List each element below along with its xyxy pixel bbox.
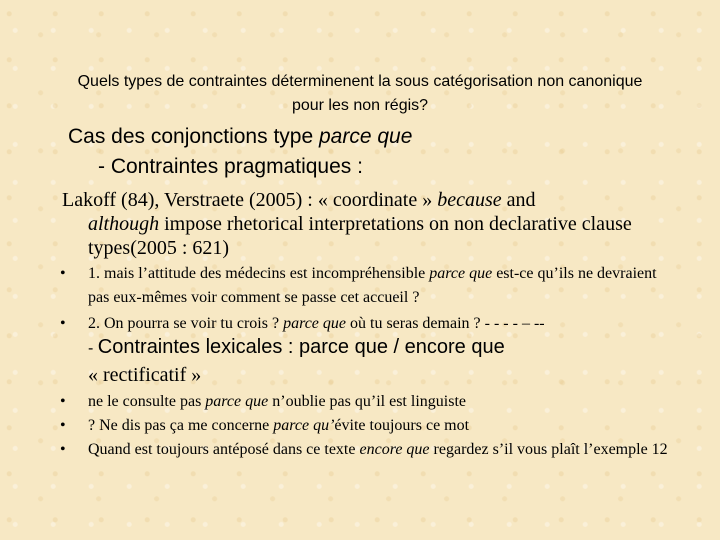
item-text: 1. mais l’attitude des médecins est incompréhensible [88, 265, 430, 282]
lakoff-emph-because: because [437, 189, 502, 211]
item-text: n’oublie pas qu’il est linguiste [268, 393, 466, 410]
bullet-icon: • [60, 417, 66, 434]
lakoff-text-2: and [501, 189, 536, 211]
item-text: regardez s’il vous plaît l’exemple 12 [429, 441, 668, 458]
lakoff-paragraph [62, 188, 652, 260]
item-emphasis: encore que [359, 441, 430, 458]
item-emphasis: parce que [283, 315, 346, 332]
lakoff-text-3: impose rhetorical interpretations on non declarative clause types(2005 : 621) [88, 213, 632, 259]
list-item [60, 262, 680, 310]
subheading-lexical [88, 334, 648, 389]
item-text: est-ce qu’ils ne devraient pas eux-mêmes voir comment se passe cet accueil ? [88, 265, 657, 306]
list-item [60, 438, 680, 462]
section-heading-emphasis: parce que [318, 125, 413, 148]
item-emphasis: parce que [205, 393, 269, 410]
example-list-pragmatic [60, 262, 680, 338]
subheading-dash: - [88, 340, 98, 357]
bullet-icon: • [60, 315, 66, 332]
item-text: ne le consulte pas [88, 393, 206, 410]
item-text: évite toujours ce mot [334, 417, 470, 434]
subheading-pragmatic: - Contraintes pragmatiques : [98, 155, 363, 178]
lakoff-indented [62, 212, 652, 260]
item-emphasis: parce qu’ [273, 417, 335, 434]
item-text: ? Ne dis pas ça me concerne [88, 417, 274, 434]
item-text: Quand est toujours antéposé dans ce texte [88, 441, 360, 458]
item-emphasis: parce que [429, 265, 493, 282]
lakoff-text-1: Lakoff (84), Verstraete (2005) : « coordinate » [62, 189, 438, 211]
example-list-lexical [60, 390, 680, 462]
bullet-icon: • [60, 441, 66, 458]
item-text: où tu seras demain ? - - - - – -- [346, 315, 545, 332]
subheading-lexical-second-line: « rectificatif » [88, 364, 202, 386]
list-item [60, 390, 680, 414]
lakoff-emph-although: although [88, 213, 160, 235]
section-heading [68, 124, 412, 150]
item-text: 2. On pourra se voir tu crois ? [88, 315, 284, 332]
section-heading-text: Cas des conjonctions type [68, 125, 319, 148]
list-item [60, 414, 680, 438]
subheading-lexical-text: Contraintes lexicales : parce que / encore que [97, 336, 505, 358]
bullet-icon: • [60, 265, 66, 282]
bullet-icon: • [60, 393, 66, 410]
slide-title: Quels types de contraintes déterminenent la sous catégorisation non canonique pour les non régis? [77, 73, 643, 114]
